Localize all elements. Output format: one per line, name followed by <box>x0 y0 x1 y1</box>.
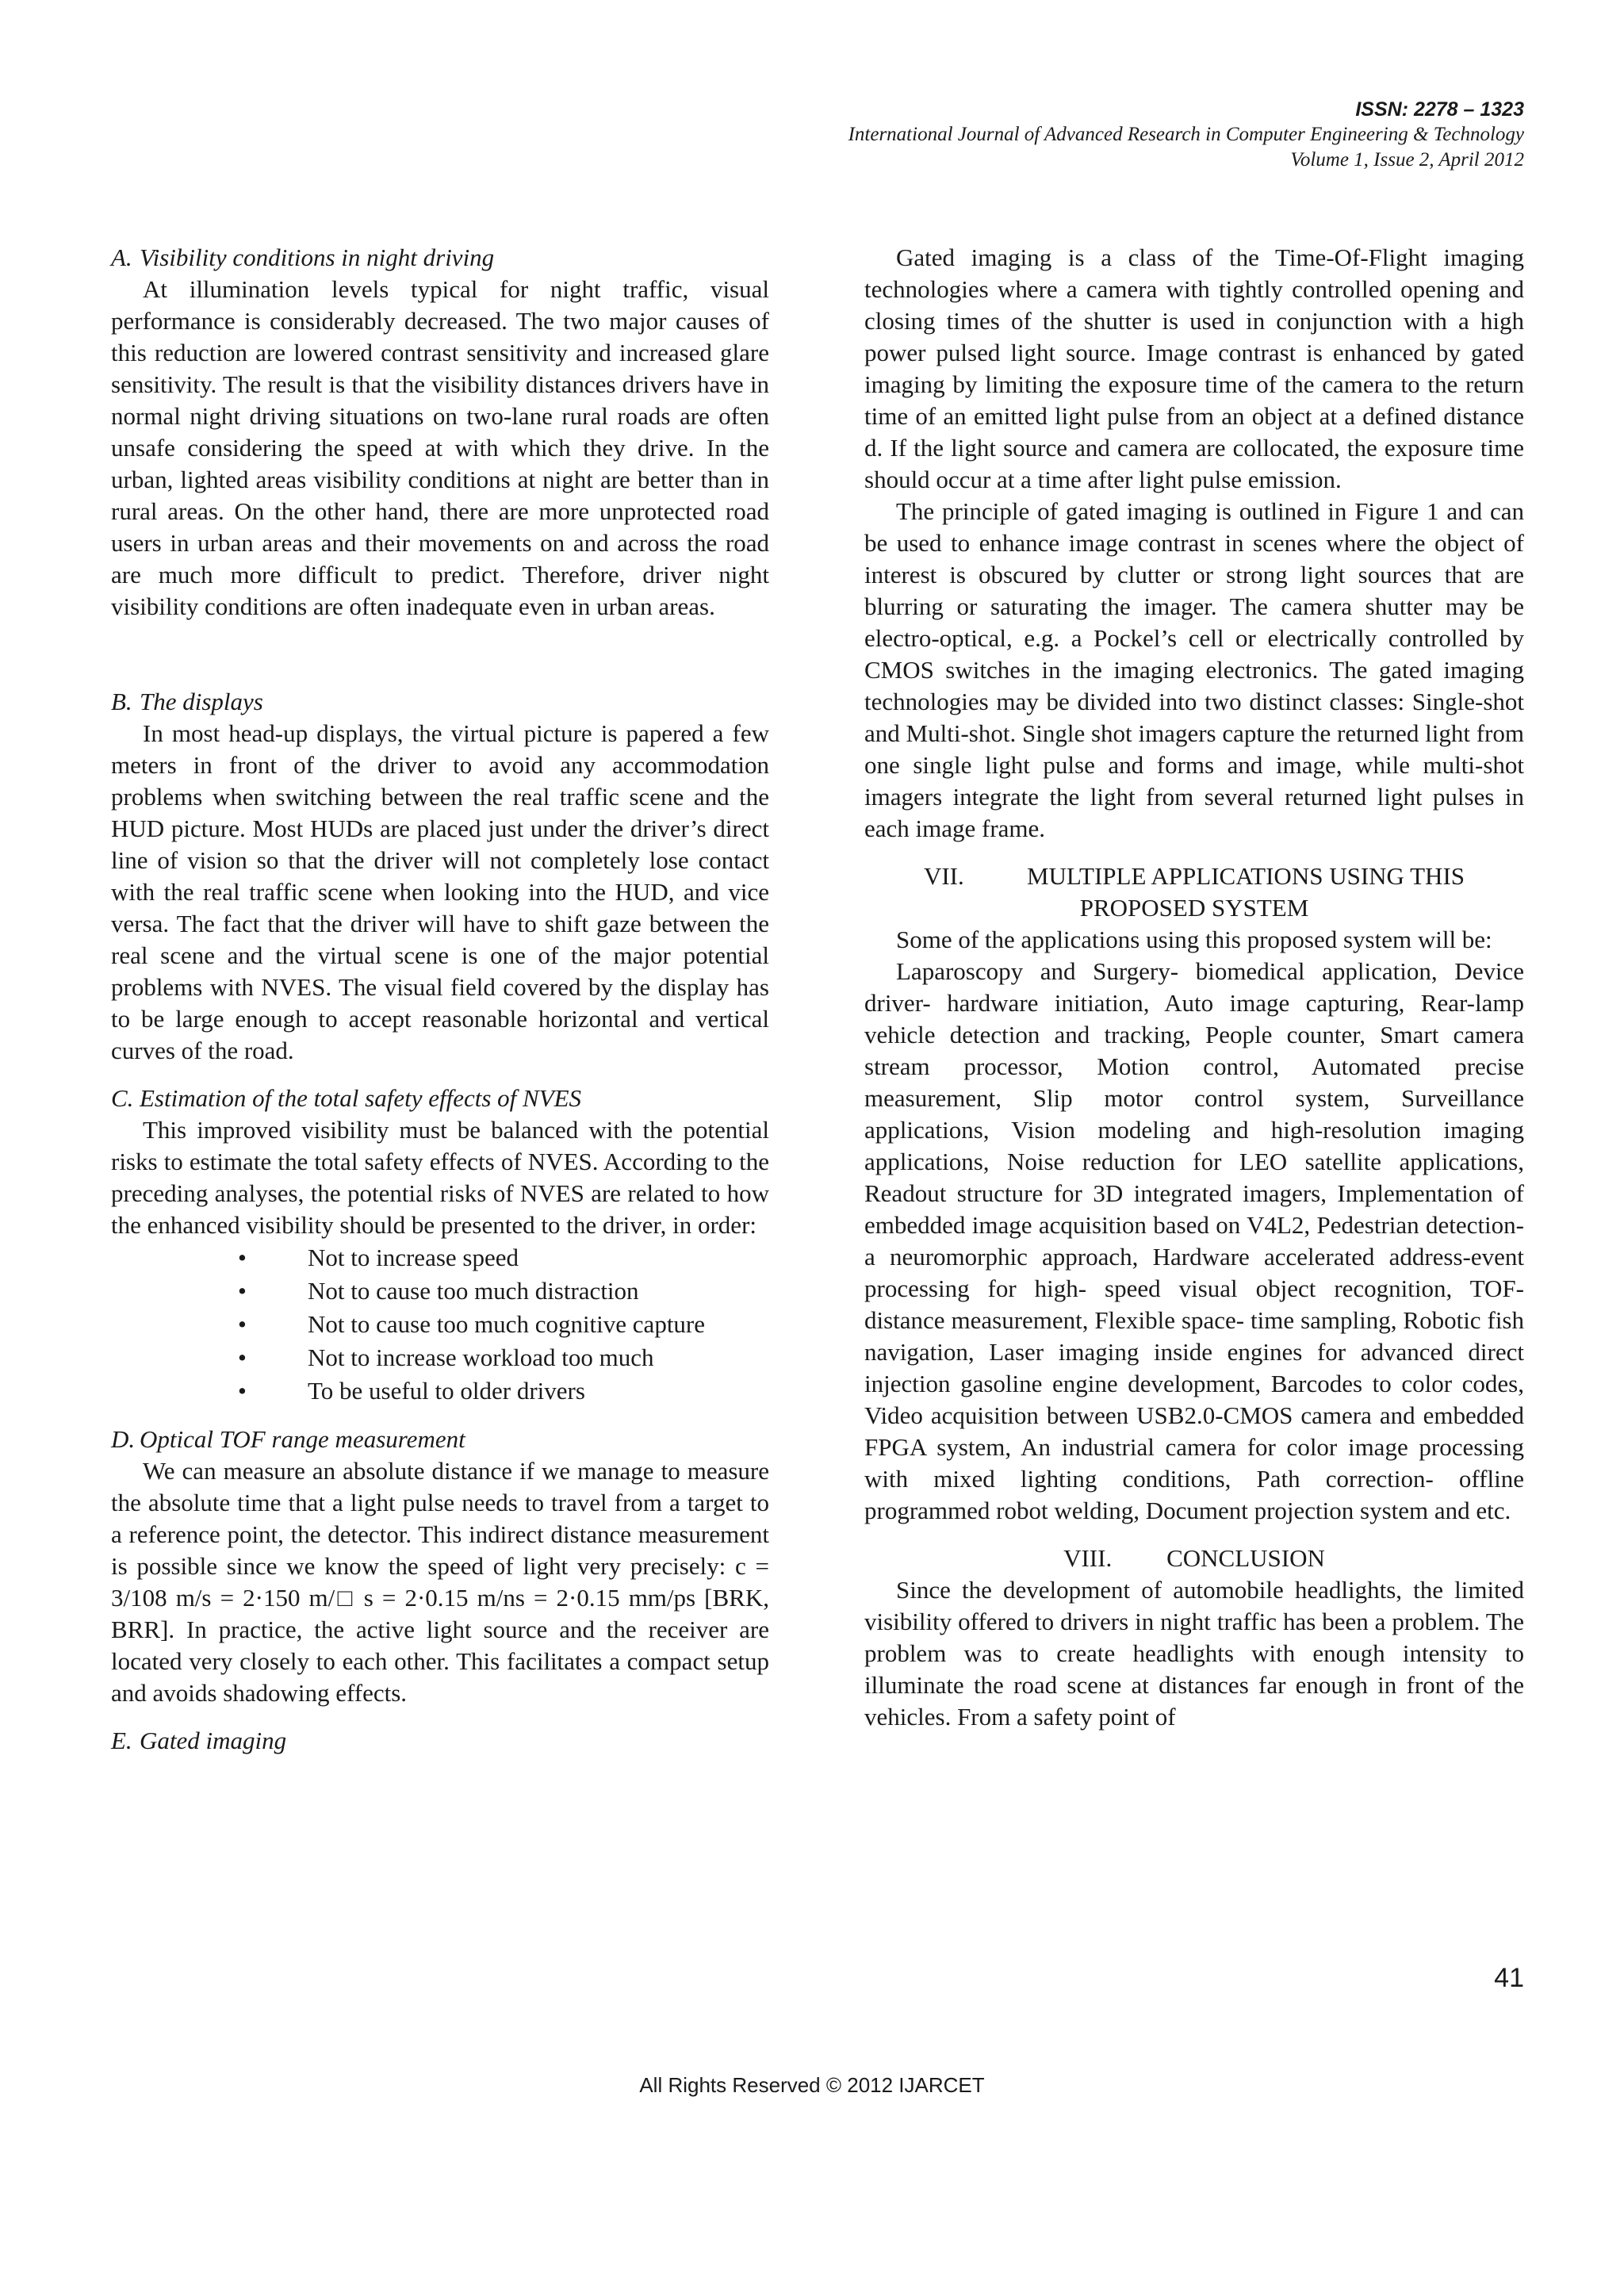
section-letter: C. <box>111 1084 134 1112</box>
section-heading-vii <box>864 861 1524 892</box>
paragraph: Gated imaging is a class of the Time-Of-Flight imaging technologies where a camera with tightly controlled opening and closing times of the shutter is used in conjunction with a high power pulsed light source. Image contrast is enhanced by gated imaging by limiting the exposure time of the camera to the return time of an emitted light pulse from an object at a defined distance d. If the light source and camera are collocated, the exposure time should occur at a time after light pulse emission. <box>864 243 1524 493</box>
issn: ISSN: 2278 – 1323 <box>1355 98 1524 121</box>
paragraph: This improved visibility must be balanced with the potential risks to estimate the total safety effects of NVES. According to the preceding analyses, the potential risks of NVES are related to how the enhanced visibility should be presented to the driver, in order: <box>111 1116 769 1239</box>
paragraph: Laparoscopy and Surgery- biomedical application, Device driver- hardware initiation, Auto image capturing, Rear-lamp vehicle detection and tracking, People counter, Smart camera stream processor, Motion control, Automated precise measurement, Slip motor control system, Surveillance applications, Vision modeling and high-resolution imaging applications, Noise reduction for LEO satellite applications, Readout structure for 3D integrated imagers, Implementation of embedded image acquisition based on V4L2, Pedestrian detection- a neuromorphic approach, Hardware accelerated address-event processing for high- speed visual object recognition, TOF- distance measurement, Flexible space- time sampling, Robotic fish navigation, Laser imaging inside engines for advanced direct injection gasoline engine development, Barcodes to color codes, Video acquisition between USB2.0-CMOS camera and embedded FPGA system, An industrial camera for color image processing with mixed lighting conditions, Path correction- offline programmed robot welding, Document projection system and etc. <box>864 957 1524 1524</box>
paragraph: Some of the applications using this proposed system will be: <box>896 926 1492 953</box>
paragraph: The principle of gated imaging is outlined in Figure 1 and can be used to enhance image contrast in scenes where the object of interest is obscured by clutter or strong light sources that are blurring or saturating the imager. The camera shutter may be electro-optical, e.g. a Pockel’s cell or electrically controlled by CMOS switches in the imaging electronics. The gated imaging technologies may be divided into two distinct classes: Single-shot and Multi-shot. Single shot imagers capture the returned light from one single light pulse and forms and image, while multi-shot imagers integrate the light from several returned light pulses in each image frame. <box>864 497 1524 842</box>
page-number: 41 <box>1494 1963 1524 1993</box>
volume-info: Volume 1, Issue 2, April 2012 <box>1290 149 1524 171</box>
section-heading-a <box>111 242 769 274</box>
list-item: • To be useful to older drivers <box>111 1374 769 1408</box>
section-title: The displays <box>140 688 263 715</box>
section-title: Visibility conditions in night driving <box>140 243 495 271</box>
paragraph: In most head-up displays, the virtual picture is papered a few meters in front of the driver to avoid any accommodation problems when switching between the real traffic scene and the HUD picture. Most HUDs are placed just under the driver’s direct line of vision so that the driver will not completely lose contact with the real traffic scene when looking into the HUD, and vice versa. The fact that the driver will have to shift gaze between the real scene and the virtual scene is one of the major potential problems with NVES. The visual field covered by the display has to be large enough to accept reasonable horizontal and vertical curves of the road. <box>111 719 769 1064</box>
journal-header <box>493 97 1524 173</box>
section-title: Estimation of the total safety effects of NVES <box>140 1084 582 1112</box>
right-column <box>864 242 1524 1733</box>
section-title: MULTIPLE APPLICATIONS USING THIS <box>1026 862 1465 890</box>
paragraph: Since the development of automobile headlights, the limited visibility offered to drivers in night traffic has been a problem. The problem was to create headlights with enough intensity to illuminate the road scene at distances far enough in front of the vehicles. From a safety point of <box>864 1576 1524 1731</box>
bullet-icon: • <box>238 1244 247 1271</box>
section-letter: B. <box>111 688 132 715</box>
section-heading-c <box>111 1083 769 1114</box>
left-column <box>111 242 769 1757</box>
section-letter: A. <box>111 243 132 271</box>
paragraph: At illumination levels typical for night traffic, visual performance is considerably decreased. The two major causes of this reduction are lowered contrast sensitivity and increased glare sensitivity. The result is that the visibility distances drivers have in normal night driving situations on two-lane rural roads are often unsafe considering the speed at with which they drive. In the urban, lighted areas visibility conditions at night are better than in rural areas. On the other hand, there are more unprotected road users in urban areas and their movements on and across the road are much more difficult to predict. Therefore, driver night visibility conditions are often inadequate even in urban areas. <box>111 275 769 620</box>
bullet-icon: • <box>238 1310 247 1338</box>
section-number: VIII. <box>1063 1544 1113 1572</box>
list-item: • Not to cause too much cognitive capture <box>111 1308 769 1341</box>
section-title: Gated imaging <box>140 1727 287 1754</box>
section-letter: E. <box>111 1727 132 1754</box>
section-heading-b <box>111 686 769 718</box>
bullet-icon: • <box>238 1343 247 1371</box>
bullet-icon: • <box>238 1277 247 1305</box>
section-letter: D. <box>111 1425 136 1453</box>
journal-name: International Journal of Advanced Research in Computer Engineering & Technology <box>848 124 1524 145</box>
section-heading-d <box>111 1424 769 1455</box>
section-title: CONCLUSION <box>1166 1544 1325 1572</box>
risk-list <box>111 1241 769 1408</box>
section-title-line2: PROPOSED SYSTEM <box>1079 894 1309 922</box>
list-item: • Not to increase speed <box>111 1241 769 1274</box>
section-heading-e <box>111 1725 769 1757</box>
section-number: VII. <box>923 862 964 890</box>
list-item: • Not to increase workload too much <box>111 1341 769 1374</box>
copyright-footer: All Rights Reserved © 2012 IJARCET <box>639 2073 985 2097</box>
paragraph: We can measure an absolute distance if we manage to measure the absolute time that a light pulse needs to travel from a target to a reference point, the detector. This indirect distance measurement is possible since we know the speed of light very precisely: c = 3/108 m/s = 2·150 m/□ s = 2·0.15 m/ns = 2·0.15 mm/ps [BRK, BRR]. In practice, the active light source and the receiver are located very closely to each other. This facilitates a compact setup and avoids shadowing effects. <box>111 1457 769 1707</box>
list-item: • Not to cause too much distraction <box>111 1274 769 1308</box>
bullet-icon: • <box>238 1377 247 1405</box>
section-title: Optical TOF range measurement <box>140 1425 465 1453</box>
section-heading-viii <box>864 1543 1524 1574</box>
